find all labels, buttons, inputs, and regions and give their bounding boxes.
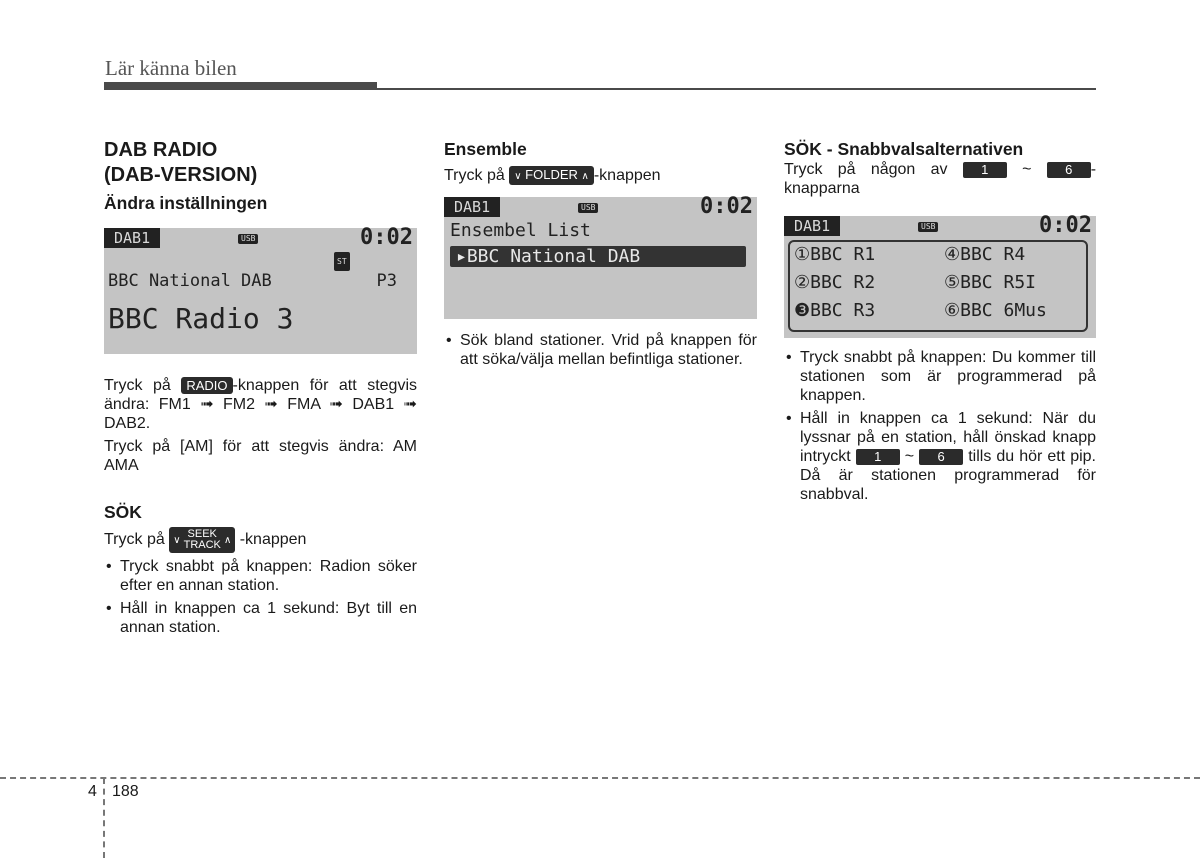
screen-selected-item: ▸BBC National DAB (450, 246, 746, 267)
text: ~ (904, 448, 915, 465)
list-item: • Håll in knappen ca 1 sekund: Byt till en annan station. (104, 599, 417, 637)
screen-time: 0:02 (700, 194, 753, 220)
text: Håll in knappen ca 1 sekund: När du lyssnar på en station, håll önskad knapp intryckt (800, 410, 1096, 465)
list-item (784, 409, 1096, 504)
column-2 (444, 138, 757, 369)
text: Tryck på (104, 377, 171, 394)
ensemble-list-screen (444, 194, 757, 319)
radio-display-screen (104, 225, 417, 354)
usb-icon: USB (238, 234, 258, 244)
text: TRACK (183, 539, 221, 551)
stereo-icon: ST (334, 252, 350, 271)
text: tills du hör ett pip. Då är stationen programmerad för snabbval. (800, 448, 1096, 503)
header-rule-thin (104, 88, 1096, 90)
paragraph-am: Tryck på [AM] för att stegvis ändra: AM AMA (104, 438, 417, 474)
sok-title: SÖK (104, 502, 142, 522)
section-subtitle: Ändra inställningen (104, 193, 268, 213)
text: BBC National DAB (466, 246, 641, 268)
chapter-number: 4 (88, 783, 97, 800)
screen-station-name: BBC Radio 3 (108, 302, 294, 335)
screen-time: 0:02 (360, 225, 413, 250)
column-1 (104, 138, 417, 637)
screen-band-tag: DAB1 (444, 197, 500, 217)
preset-item: ②BBC R2 (794, 272, 876, 293)
preset-item: ❸BBC R3 (794, 300, 876, 321)
preset-1-button-label: 1 (856, 449, 900, 465)
text: -knappen (239, 531, 307, 549)
list-item: • Sök bland stationer. Vrid på knappen för att söka/välja mellan befintliga stationer. (444, 331, 757, 369)
preset-list-screen (784, 213, 1096, 338)
screen-band-tag: DAB1 (784, 216, 840, 236)
paragraph-radio (104, 376, 417, 433)
section-title-line2: (DAB-VERSION) (104, 164, 258, 186)
usb-icon: USB (578, 203, 598, 213)
ensemble-bullet-list (444, 331, 757, 369)
text: Tryck på (104, 531, 165, 549)
footer-rule (0, 777, 1200, 779)
screen-ensemble-name: BBC National DAB (108, 271, 272, 291)
folder-button-label: ∨ FOLDER ∧ (509, 166, 594, 185)
paragraph-presets (784, 160, 1096, 198)
text: -knappen för att stegvis ändra: FM1 ➟ FM2 ➟ FMA ➟ DAB1 ➟ DAB2. (104, 377, 417, 432)
paragraph-folder (444, 166, 757, 185)
screen-pty: P3 (376, 271, 397, 291)
radio-button-label: RADIO (181, 377, 232, 394)
seek-track-button-label: ∨ SEEK TRACK ∧ (169, 527, 235, 553)
preset-6-button-label: 6 (919, 449, 963, 465)
preset-item: ⑥BBC 6Mus (944, 300, 1047, 321)
text: -knappen (593, 167, 661, 184)
text: FOLDER (525, 167, 578, 183)
seek-bullet-list (104, 557, 417, 637)
text: ~ (1022, 161, 1032, 178)
screen-list-title: Ensembel List (450, 220, 591, 242)
column-3 (784, 138, 1096, 504)
text: Tryck på (444, 167, 505, 184)
paragraph-seek (104, 527, 417, 553)
usb-icon: USB (918, 222, 938, 232)
text: Tryck på någon av (784, 161, 948, 178)
preset-item: ⑤BBC R5I (944, 272, 1036, 293)
section-title-line1: DAB RADIO (104, 139, 218, 161)
text: SEEK (187, 528, 217, 540)
preset-1-button-label: 1 (963, 162, 1007, 178)
preset-item: ①BBC R1 (794, 244, 876, 265)
page-number: 188 (112, 783, 139, 800)
section-title: Ensemble (444, 139, 527, 159)
preset-6-button-label: 6 (1047, 162, 1091, 178)
list-item: • Tryck snabbt på knappen: Du kommer till stationen som är programmerad på knappen. (784, 348, 1096, 405)
list-item: • Tryck snabbt på knappen: Radion söker efter en annan station. (104, 557, 417, 595)
text: -knapparna (784, 161, 1097, 197)
section-title: SÖK - Snabbvalsalternativen (784, 139, 1024, 159)
screen-band-tag: DAB1 (104, 228, 160, 248)
footer-divider (103, 778, 105, 858)
running-header: Lär känna bilen (105, 56, 237, 80)
preset-item: ④BBC R4 (944, 244, 1026, 265)
preset-bullet-list (784, 348, 1096, 504)
preset-grid (788, 240, 1088, 332)
screen-time: 0:02 (1039, 213, 1092, 238)
